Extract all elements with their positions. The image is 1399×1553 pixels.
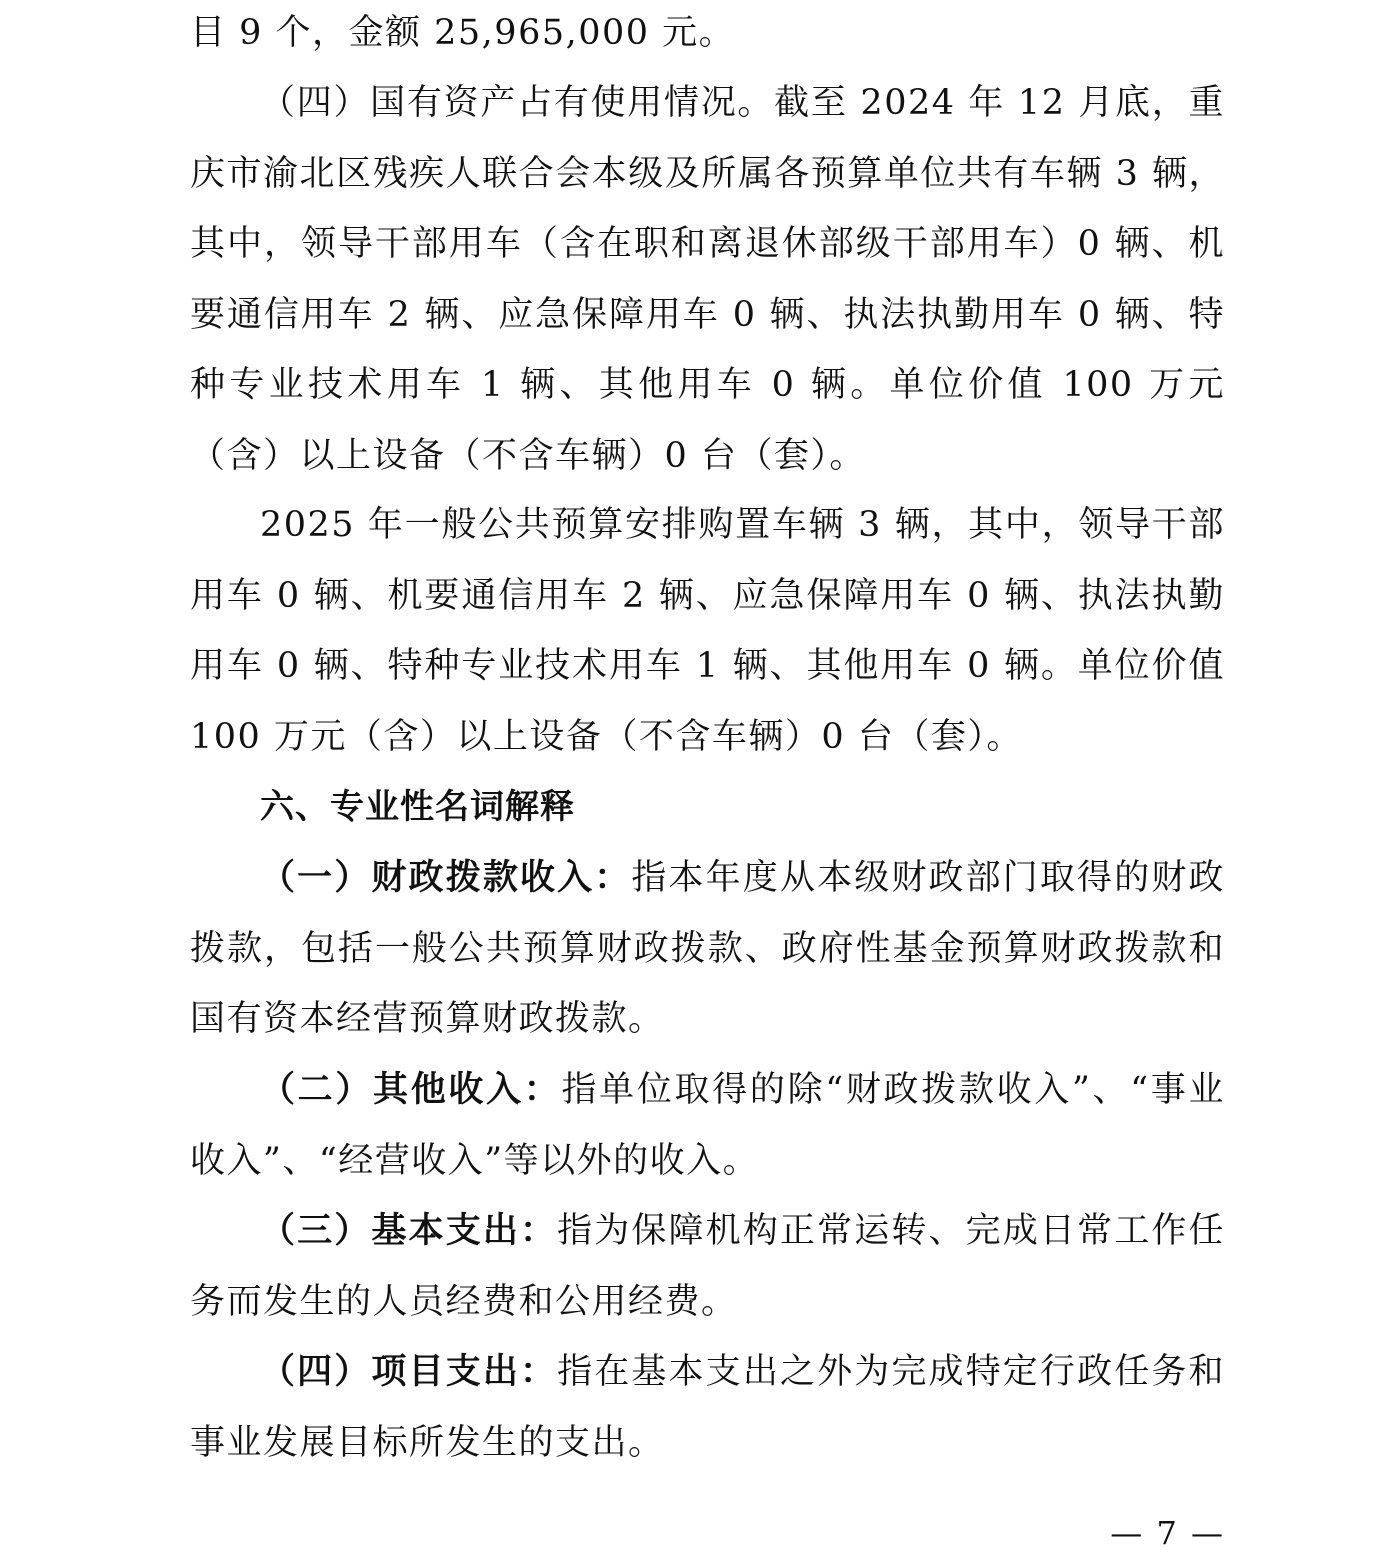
term-label: （二）其他收入： bbox=[260, 1070, 562, 1110]
term-label: （四）项目支出： bbox=[260, 1352, 558, 1392]
page-number: — 7 — bbox=[1110, 1514, 1225, 1552]
term-definition bbox=[190, 1196, 1225, 1337]
term-label: （三）基本支出： bbox=[260, 1211, 558, 1251]
paragraph-continuation: 目 9 个，金额 25,965,000 元。 bbox=[190, 13, 736, 53]
term-text: 指本年度从本级财政部门取得的财政拨款，包括一般公共预算财政拨款、政府性基金预算财政拨款和国有资本经营预算财政拨款。 bbox=[190, 858, 1225, 1039]
term-text: 指单位取得的除“财政拨款收入”、“事业收入”、“经营收入”等以外的收入。 bbox=[190, 1070, 1225, 1181]
paragraph-state-assets: （四）国有资产占有使用情况。截至 2024 年 12 月底，重庆市渝北区残疾人联合会本级及所属各预算单位共有车辆 3 辆，其中，领导干部用车（含在职和离退休部级干部用车）0 辆、机要通信用车 2 辆、应急保障用车 0 辆、执法执勤用车 0 辆、特种专业技术用车 1 辆、其他用车 0 辆。单位价值 100 万元（含）以上设备（不含车辆）0 台（套）。 bbox=[190, 83, 1225, 476]
paragraph-vehicle-purchase: 2025 年一般公共预算安排购置车辆 3 辆，其中，领导干部用车 0 辆、机要通信用车 2 辆、应急保障用车 0 辆、执法执勤用车 0 辆、特种专业技术用车 1 辆、其他用车 0 辆。单位价值 100 万元（含）以上设备（不含车辆）0 台（套）。 bbox=[190, 505, 1225, 757]
section-heading: 六、专业性名词解释 bbox=[260, 787, 575, 827]
term-text: 指在基本支出之外为完成特定行政任务和事业发展目标所发生的支出。 bbox=[190, 1352, 1225, 1463]
term-definition bbox=[190, 1055, 1225, 1196]
term-definition bbox=[190, 843, 1225, 1055]
term-label: （一）财政拨款收入： bbox=[260, 858, 632, 898]
term-text: 指为保障机构正常运转、完成日常工作任务而发生的人员经费和公用经费。 bbox=[190, 1211, 1225, 1322]
term-definition bbox=[190, 1337, 1225, 1478]
